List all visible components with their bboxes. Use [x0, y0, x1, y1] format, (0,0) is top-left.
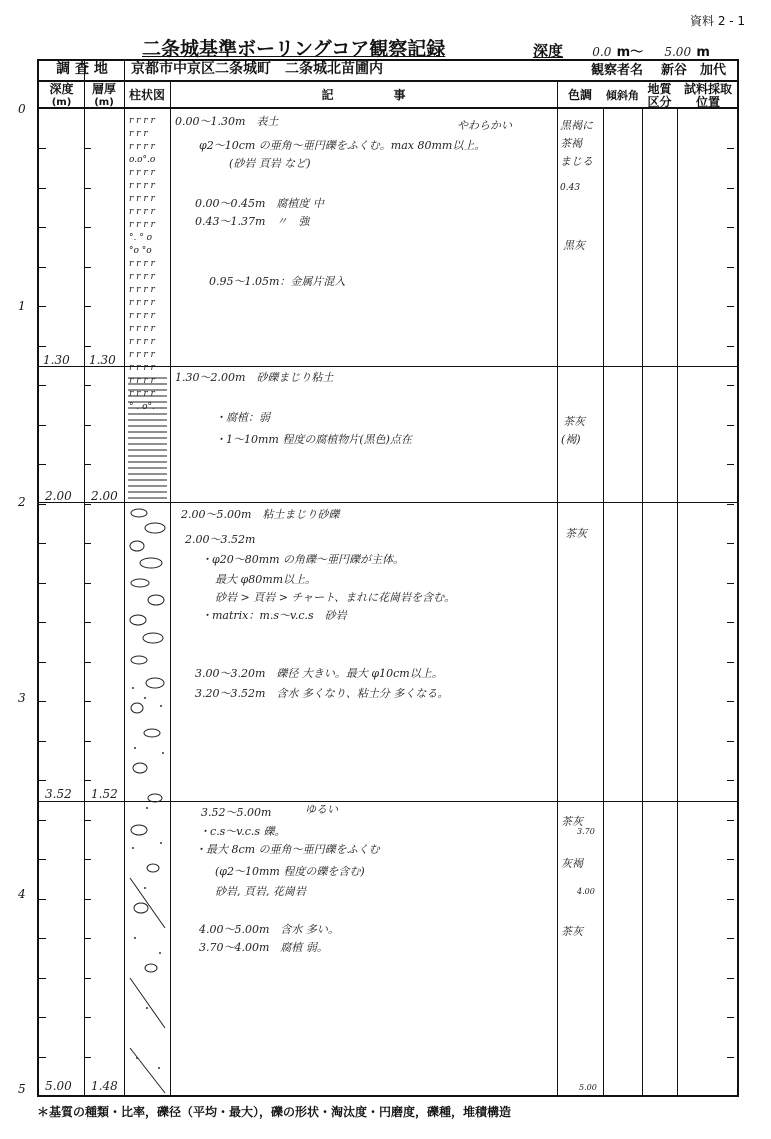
- depth-tick: [84, 1017, 91, 1018]
- depth-tick: [84, 622, 91, 623]
- depth-tick: [39, 820, 46, 821]
- depth-tick: [39, 583, 46, 584]
- header-depth-label: 深度: [49, 82, 74, 96]
- column-diagram-graphic: [125, 108, 170, 1095]
- layer-2-depth: 2.00: [45, 489, 72, 503]
- depth-tick: [727, 583, 734, 584]
- site-value: 京都市中京区二条城町 二条城北苗圃内: [131, 61, 383, 77]
- svg-text:r r r r: r r r r: [129, 350, 155, 360]
- site-label: 調 査 地: [56, 61, 108, 77]
- color-2: 茶褐: [560, 137, 582, 150]
- svg-text:r r r r: r r r r: [129, 272, 155, 282]
- footnote: ＊基質の種類・比率，礫径（平均・最大），礫の形状・淘汰度・円磨度，礫種，堆積構造: [37, 1105, 512, 1119]
- depth-tick: [727, 1057, 734, 1058]
- depth-tick: [84, 1057, 91, 1058]
- gravel-pattern: [130, 509, 165, 1093]
- svg-text:o.o°.o: o.o°.o: [129, 155, 156, 165]
- header-depth: [39, 83, 84, 109]
- scale-label-2: 2: [18, 495, 26, 509]
- depth-tick: [727, 859, 734, 860]
- depth-tick: [727, 899, 734, 900]
- depth-tick: [84, 780, 91, 781]
- depth-tick: [727, 622, 734, 623]
- svg-text:r r r r: r r r r: [129, 324, 155, 334]
- color-3: まじる: [560, 155, 593, 168]
- depth-tick: [84, 227, 91, 228]
- depth-tick: [39, 741, 46, 742]
- scale-label-3: 3: [18, 691, 26, 705]
- header-thickness: [84, 83, 124, 109]
- depth-tick: [84, 978, 91, 979]
- depth-tick: [39, 978, 46, 979]
- header-geology: [642, 83, 677, 109]
- svg-text:r r r r: r r r r: [129, 363, 155, 373]
- svg-text:r r r: r r r: [129, 129, 148, 139]
- depth-tick: [39, 148, 46, 149]
- layer-1-thickness: 1.30: [89, 353, 116, 367]
- svg-text:r r r r: r r r r: [129, 311, 155, 321]
- color-8: 茶灰: [565, 527, 587, 540]
- depth-tick: [727, 1017, 734, 1018]
- depth-tick: [84, 701, 91, 702]
- color-11: 灰褐: [561, 857, 583, 870]
- depth-tick: [39, 306, 46, 307]
- note-layer1-line5: 0.43〜1.37m 〃 強: [195, 215, 310, 228]
- note-layer2-title: 1.30〜2.00m 砂礫まじり粘土: [175, 371, 334, 384]
- header-sample: [677, 83, 739, 109]
- depth-tick: [84, 938, 91, 939]
- depth-tick: [84, 543, 91, 544]
- svg-text:r r r r: r r r r: [129, 168, 155, 178]
- note-layer1-line3: (砂岩 頁岩 など): [229, 157, 311, 170]
- depth-tick: [727, 978, 734, 979]
- depth-tick: [727, 227, 734, 228]
- note-layer4-line5: 砂岩, 頁岩, 花崗岩: [215, 885, 306, 898]
- depth-tick: [84, 346, 91, 347]
- depth-tick: [39, 622, 46, 623]
- svg-text:r r r r: r r r r: [129, 181, 155, 191]
- header-sample-line2: 位置: [695, 95, 720, 109]
- depth-tick: [84, 188, 91, 189]
- depth-tick: [39, 1017, 46, 1018]
- note-layer1-right: やわらかい: [457, 119, 512, 132]
- depth-tick: [39, 464, 46, 465]
- matrix-dots: [132, 687, 164, 1069]
- note-layer3-line2: 2.00〜3.52m: [185, 533, 256, 546]
- depth-range-to-unit: m: [696, 45, 710, 60]
- svg-text:r r r r: r r r r: [129, 285, 155, 295]
- depth-tick: [84, 385, 91, 386]
- note-layer4-title: 3.52〜5.00m: [201, 806, 272, 819]
- document-reference: 資料 2 - 1: [690, 14, 746, 28]
- header-thickness-label: 層厚: [91, 82, 116, 96]
- depth-tick: [39, 662, 46, 663]
- svg-text:r r r r: r r r r: [129, 298, 155, 308]
- color-14: 5.00: [579, 1083, 597, 1092]
- depth-tick: [727, 938, 734, 939]
- depth-tick: [727, 306, 734, 307]
- color-9: 茶灰: [561, 815, 583, 828]
- depth-tick: [84, 899, 91, 900]
- note-layer2-line2: ・腐植：弱: [215, 411, 270, 424]
- depth-tick: [84, 662, 91, 663]
- depth-tick: [39, 385, 46, 386]
- depth-tick: [727, 504, 734, 505]
- depth-tick: [727, 780, 734, 781]
- depth-range-to: 5.00: [664, 45, 692, 59]
- header-notes: 記 事: [321, 88, 406, 102]
- color-12: 4.00: [577, 887, 595, 896]
- note-layer3-line7: 3.00〜3.20m 礫径 大きい。最大 φ10cm以上。: [195, 667, 443, 680]
- scale-label-5: 5: [18, 1082, 26, 1096]
- depth-tick: [84, 425, 91, 426]
- note-layer4-line2: ・c.s〜v.c.s 礫。: [199, 825, 286, 838]
- scale-label-4: 4: [18, 887, 26, 901]
- note-layer3-line4: 最大 φ80mm以上。: [215, 573, 317, 586]
- scale-label-0: 0: [18, 102, 26, 116]
- note-layer1-line4: 0.00〜0.45m 腐植度 中: [195, 197, 324, 210]
- note-layer1-line2: φ2〜10cm の亜角〜亜円礫をふくむ。max 80mm以上。: [199, 139, 486, 152]
- depth-tick: [84, 504, 91, 505]
- svg-text:°. ° o: °. ° o: [129, 233, 153, 243]
- depth-tick: [84, 859, 91, 860]
- depth-range-label: 深度: [533, 42, 564, 60]
- color-4: 0.43: [560, 183, 581, 193]
- depth-tick: [727, 464, 734, 465]
- depth-tick: [84, 306, 91, 307]
- depth-tick: [39, 701, 46, 702]
- depth-tick: [727, 662, 734, 663]
- svg-text:° . o°.: ° . o°.: [129, 402, 155, 412]
- depth-tick: [84, 741, 91, 742]
- layer-1-depth: 1.30: [43, 353, 70, 367]
- depth-tick: [727, 188, 734, 189]
- clay-pattern: [128, 378, 167, 498]
- svg-text:r r r r: r r r r: [129, 376, 155, 386]
- depth-tick: [39, 188, 46, 189]
- depth-tick: [84, 148, 91, 149]
- header-dip: 傾斜角: [606, 89, 639, 102]
- boring-log-sheet: [37, 59, 739, 1097]
- observer-label: 観察者名: [591, 63, 644, 78]
- depth-tick: [39, 899, 46, 900]
- depth-tick: [727, 741, 734, 742]
- svg-text:°o °o: °o °o: [129, 246, 152, 256]
- svg-text:r r r r: r r r r: [129, 337, 155, 347]
- depth-range-from-unit: m〜: [616, 45, 644, 60]
- note-layer3-line8: 3.20〜3.52m 含水 多くなり、粘土分 多くなる。: [195, 687, 449, 700]
- note-layer4-line6: 4.00〜5.00m 含水 多い。: [199, 923, 339, 936]
- header-column: 柱状図: [128, 88, 165, 102]
- depth-tick: [727, 425, 734, 426]
- depth-tick: [39, 267, 46, 268]
- svg-text:r r r r: r r r r: [129, 194, 155, 204]
- svg-text:r r r r: r r r r: [129, 389, 155, 399]
- depth-tick: [84, 583, 91, 584]
- depth-tick: [39, 346, 46, 347]
- color-13: 茶灰: [561, 925, 583, 938]
- depth-tick: [39, 1057, 46, 1058]
- depth-tick: [727, 385, 734, 386]
- note-layer3-line6: ・matrix：m.s〜v.c.s 砂岩: [201, 609, 347, 622]
- note-layer4-right: ゆるい: [305, 803, 338, 816]
- svg-text:r r r r: r r r r: [129, 142, 155, 152]
- depth-tick: [39, 780, 46, 781]
- depth-tick: [727, 820, 734, 821]
- depth-tick: [39, 504, 46, 505]
- header-geology-line2: 区分: [647, 95, 672, 109]
- color-6: 茶灰: [563, 415, 585, 428]
- depth-tick: [39, 425, 46, 426]
- observer-value: 新谷 加代: [661, 63, 727, 78]
- depth-tick: [727, 267, 734, 268]
- note-layer1-line6: 0.95〜1.05m：金属片混入: [209, 275, 346, 288]
- layer-3-thickness: 1.52: [91, 787, 118, 801]
- depth-tick: [39, 859, 46, 860]
- depth-tick: [727, 148, 734, 149]
- depth-tick: [39, 543, 46, 544]
- note-layer1-title: 0.00〜1.30m 表土: [175, 115, 279, 128]
- scale-label-1: 1: [18, 299, 26, 313]
- column-diagram: [125, 108, 170, 1095]
- header-sample-line1: 試料採取: [683, 82, 732, 96]
- header-depth-unit: (m): [51, 97, 72, 108]
- note-layer4-line4: (φ2〜10mm 程度の礫を含む): [215, 865, 365, 878]
- color-10: 3.70: [577, 827, 595, 836]
- depth-tick: [727, 543, 734, 544]
- depth-tick: [39, 938, 46, 939]
- depth-tick: [84, 820, 91, 821]
- note-layer3-title: 2.00〜5.00m 粘土まじり砂礫: [181, 508, 340, 521]
- depth-tick: [84, 267, 91, 268]
- depth-range-from: 0.0: [592, 45, 612, 59]
- layer-2-thickness: 2.00: [91, 489, 118, 503]
- depth-tick: [727, 701, 734, 702]
- color-5: 黒灰: [563, 239, 585, 252]
- note-layer4-line3: ・最大 8cm の亜角〜亜円礫をふくむ: [195, 843, 380, 856]
- header-thickness-unit: (m): [94, 97, 114, 108]
- svg-text:r r r r: r r r r: [129, 116, 155, 126]
- svg-text:r r r r: r r r r: [129, 207, 155, 217]
- svg-text:r r r r: r r r r: [129, 220, 155, 230]
- depth-tick: [39, 227, 46, 228]
- depth-tick: [727, 346, 734, 347]
- header-color: 色調: [567, 88, 592, 102]
- depth-range: [533, 40, 743, 61]
- layer-4-thickness: 1.48: [91, 1079, 118, 1093]
- note-layer3-line5: 砂岩 > 頁岩 > チャート、まれに花崗岩を含む。: [215, 591, 456, 604]
- note-layer4-line7: 3.70〜4.00m 腐植 弱。: [199, 941, 328, 954]
- note-layer2-line3: ・1〜10mm 程度の腐植物片(黒色)点在: [215, 433, 412, 446]
- header-geology-line1: 地質: [647, 82, 672, 96]
- note-layer3-line3: ・φ20〜80mm の角礫〜亜円礫が主体。: [201, 553, 405, 566]
- topsoil-pattern: [129, 116, 156, 412]
- svg-text:r r r r: r r r r: [129, 259, 155, 269]
- depth-tick: [84, 464, 91, 465]
- layer-3-depth: 3.52: [45, 787, 72, 801]
- color-7: (褐): [561, 433, 581, 446]
- document-title: 二条城基準ボーリングコア観察記録: [142, 38, 446, 60]
- layer-4-depth: 5.00: [45, 1079, 72, 1093]
- color-1: 黒褐に: [560, 119, 593, 132]
